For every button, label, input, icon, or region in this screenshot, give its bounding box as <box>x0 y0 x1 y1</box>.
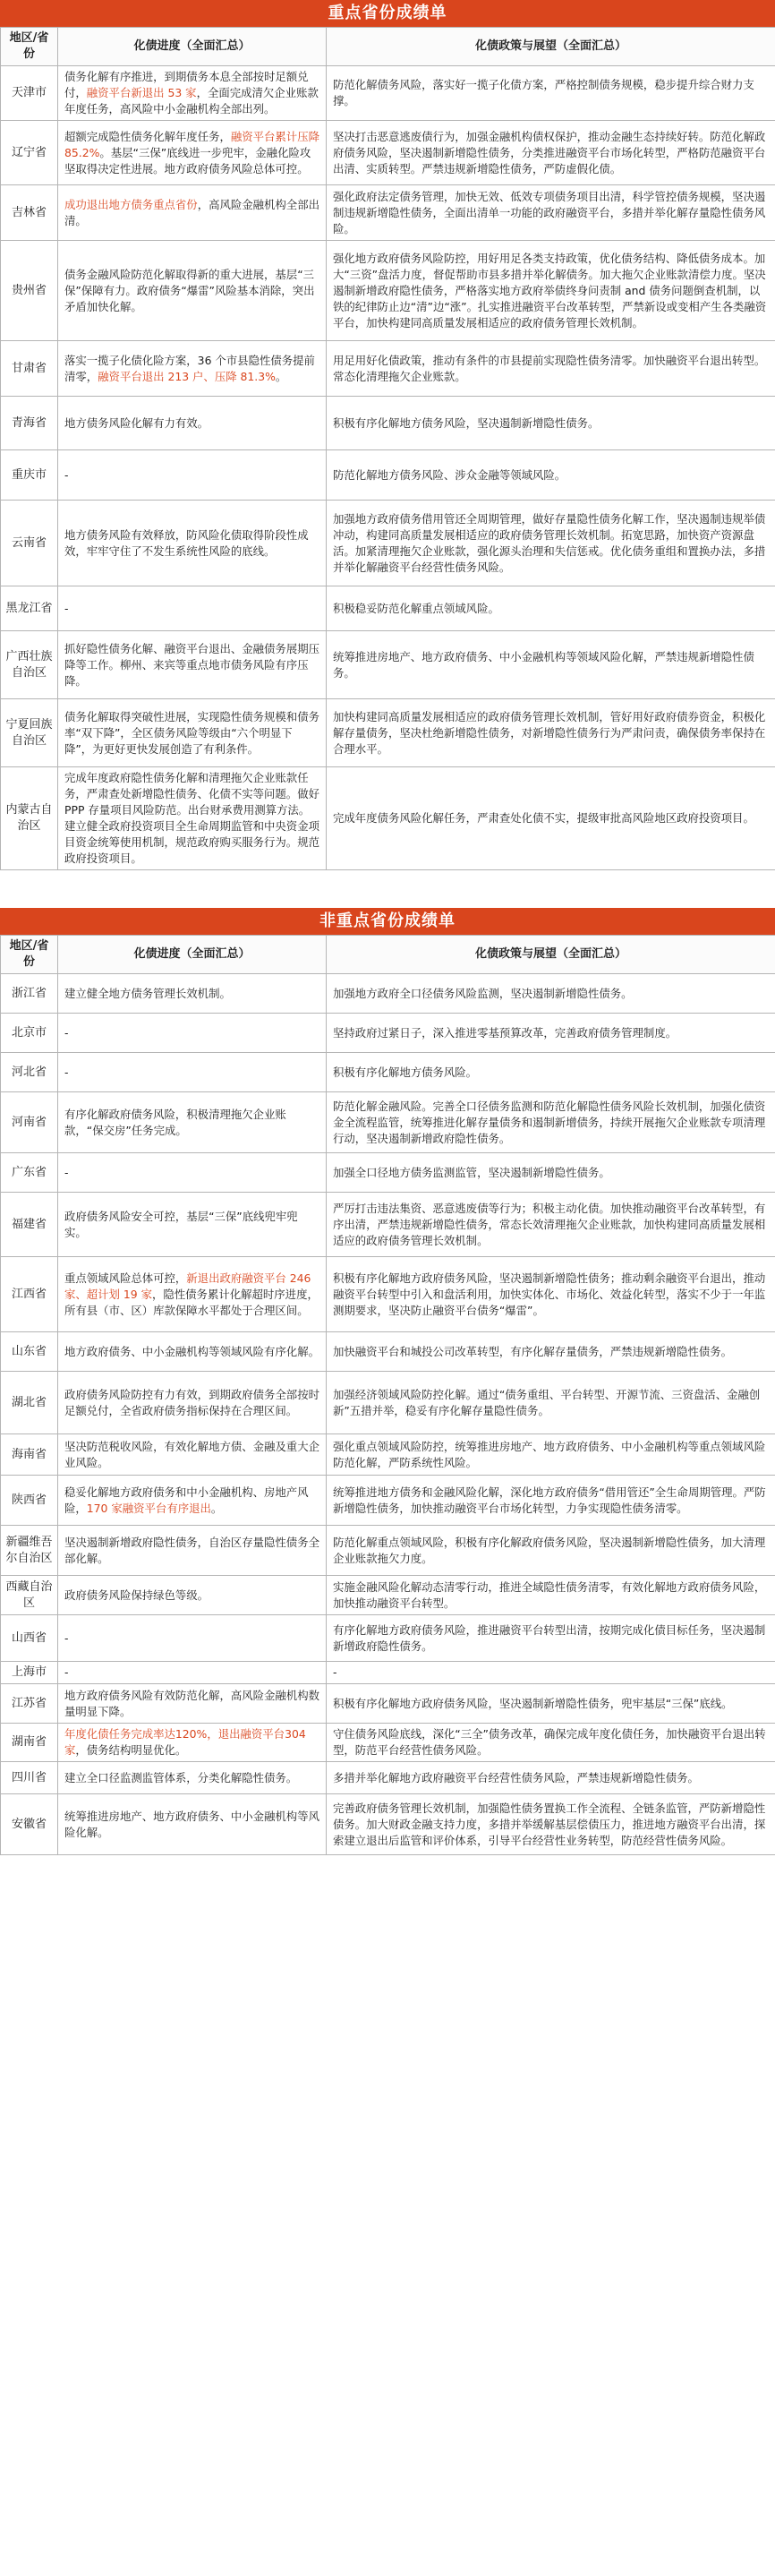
progress-cell <box>58 767 327 870</box>
table-row <box>1 1684 775 1724</box>
table-row <box>1 1014 775 1053</box>
region-cell: 青海省 <box>1 397 58 450</box>
progress-cell <box>58 1476 327 1526</box>
region-cell: 吉林省 <box>1 185 58 241</box>
policy-cell <box>327 767 775 870</box>
cell-text: 有序化解地方政府债务风险，推进融资平台转型出清，按期完成化债目标任务，坚决遏制新增政府隐性债务。 <box>333 1622 766 1653</box>
policy-cell <box>327 1684 775 1724</box>
table-header-row <box>1 936 775 974</box>
policy-cell <box>327 1332 775 1372</box>
policy-cell <box>327 1794 775 1855</box>
progress-cell <box>58 66 327 121</box>
section-gap <box>0 870 775 908</box>
policy-cell <box>327 1153 775 1193</box>
cell-text: ，债务结构明显优化。 <box>75 1743 187 1757</box>
region-cell: 安徽省 <box>1 1794 58 1855</box>
policy-cell <box>327 586 775 631</box>
progress-cell <box>58 397 327 450</box>
region-cell: 云南省 <box>1 501 58 586</box>
policy-cell <box>327 974 775 1014</box>
cell-text: 抓好隐性债务化解、融资平台退出、金融债务展期压降等工作。柳州、来宾等重点地市债务风险有序压降。 <box>64 641 319 688</box>
progress-cell <box>58 1662 327 1684</box>
cell-text: - <box>64 1165 69 1179</box>
cell-text: 防范化解债务风险，落实好一揽子化债方案，严格控制债务规模，稳步提升综合财力支撑。 <box>333 78 754 107</box>
progress-cell <box>58 1257 327 1332</box>
cell-text: 防范化解金融风险。完善全口径债务监测和防范化解隐性债务风险长效机制，加强化债资金全流程监管，统筹推进化解存量债务和遏制新增债务，持续开展拖欠企业账款专项清理行动，坚决遏制新增政府隐性债务。 <box>333 1099 766 1145</box>
table-row <box>1 241 775 341</box>
cell-text: 。 <box>210 1501 223 1515</box>
progress-cell <box>58 974 327 1014</box>
policy-cell <box>327 450 775 501</box>
table-row <box>1 1092 775 1153</box>
cell-text: 统筹推进地方债务和金融风险化解，深化地方政府债务“借用管还”全生命周期管理。严防新增隐性债务，加快推动融资平台市场化转型，力争实现隐性债务清零。 <box>333 1485 766 1515</box>
policy-cell <box>327 1762 775 1794</box>
cell-text: ，全面完成清欠企业账款年度任务，高风险中小金融机构全部出列。 <box>64 86 319 116</box>
cell-text: 积极有序化解地方债务风险，坚决遏制新增隐性债务。 <box>333 415 600 430</box>
progress-cell <box>58 1615 327 1662</box>
table-row <box>1 1794 775 1855</box>
cell-text: 坚决防范税收风险，有效化解地方债、金融及重大企业风险。 <box>64 1439 319 1469</box>
highlighted-text: 170 家融资平台有序退出 <box>86 1501 211 1515</box>
table-row <box>1 699 775 767</box>
column-header-policy: 化债政策与展望（全面汇总） <box>327 936 775 974</box>
policy-cell <box>327 1372 775 1434</box>
table-row <box>1 586 775 631</box>
table-row <box>1 1332 775 1372</box>
cell-text: 强化重点领域风险防控，统筹推进房地产、地方政府债务、中小金融机构等重点领域风险防范化解，严防系统性风险。 <box>333 1439 766 1469</box>
column-header-region: 地区/省份 <box>1 28 58 66</box>
table-row <box>1 1053 775 1092</box>
cell-text: 加强经济领域风险防控化解。通过“债务重组、平台转型、开源节流、三资盘活、金融创新”五措并举，稳妥有序化解存量隐性债务。 <box>333 1387 761 1417</box>
cell-text: - <box>64 1630 69 1645</box>
column-header-region: 地区/省份 <box>1 936 58 974</box>
region-cell: 甘肃省 <box>1 341 58 397</box>
region-cell: 江苏省 <box>1 1684 58 1724</box>
cell-text: 地方政府债务、中小金融机构等领域风险有序化解。 <box>64 1344 319 1358</box>
policy-cell <box>327 1014 775 1053</box>
cell-text: 严厉打击违法集资、恶意逃废债等行为；积极主动化债。加快推动融资平台改革转型，有序出清，严禁违规新增隐性债务，常态长效清理拖欠企业账款，加快构建同高质量发展相适应的政府债务管理长效机制。 <box>333 1201 766 1247</box>
cell-text: 坚决遏制新增政府隐性债务，自治区存量隐性债务全部化解。 <box>64 1535 319 1565</box>
table-row <box>1 1526 775 1576</box>
highlighted-text: 融资平台退出 213 户、压降 81.3% <box>98 369 276 383</box>
table-row <box>1 1576 775 1615</box>
cell-text: 完成年度债务风险化解任务，严肃查处化债不实，提级审批高风险地区政府投资项目。 <box>333 811 754 825</box>
policy-cell <box>327 631 775 699</box>
table-row <box>1 501 775 586</box>
policy-cell <box>327 241 775 341</box>
progress-cell <box>58 1193 327 1257</box>
progress-cell <box>58 341 327 397</box>
cell-text: 实施金融风险化解动态清零行动，推进全域隐性债务清零，有效化解地方政府债务风险，加快推动融资平台转型。 <box>333 1579 766 1610</box>
progress-cell <box>58 1332 327 1372</box>
table-row <box>1 1476 775 1526</box>
progress-cell <box>58 586 327 631</box>
region-cell: 山东省 <box>1 1332 58 1372</box>
cell-text: 坚持政府过紧日子，深入推进零基预算改革，完善政府债务管理制度。 <box>333 1025 677 1040</box>
policy-cell <box>327 121 775 185</box>
cell-text: 落实一揽子化债化险方案，36 个市县隐性债务提前清零， <box>64 353 315 383</box>
policy-cell <box>327 1526 775 1576</box>
cell-text: 地方债务风险化解有力有效。 <box>64 415 209 430</box>
cell-text: 政府债务风险防控有力有效，到期政府债务全部按时足额兑付，全省政府债务指标保持在合理区间。 <box>64 1387 319 1417</box>
cell-text: 建立健全地方债务管理长效机制。 <box>64 986 231 1000</box>
cell-text: 重点领域风险总体可控， <box>64 1271 187 1285</box>
region-cell: 重庆市 <box>1 450 58 501</box>
cell-text: - <box>64 1065 69 1079</box>
cell-text: - <box>64 601 69 615</box>
highlighted-text: 年度化债任务完成率达120%，退出融资平台304家 <box>64 1727 306 1757</box>
highlighted-text: 融资平台新退出 53 家 <box>86 86 197 99</box>
cell-text: 政府债务风险安全可控，基层“三保”底线兜牢兜实。 <box>64 1209 298 1239</box>
policy-cell <box>327 66 775 121</box>
region-cell: 山西省 <box>1 1615 58 1662</box>
cell-text: 。 <box>275 369 287 383</box>
key-provinces-section <box>0 0 775 870</box>
progress-cell <box>58 1014 327 1053</box>
table-row <box>1 1372 775 1434</box>
table-row <box>1 397 775 450</box>
policy-cell <box>327 1615 775 1662</box>
cell-text: 积极有序化解地方债务风险。 <box>333 1065 478 1079</box>
region-cell: 湖北省 <box>1 1372 58 1434</box>
nonkey-provinces-section <box>0 908 775 1855</box>
policy-cell <box>327 501 775 586</box>
region-cell: 宁夏回族自治区 <box>1 699 58 767</box>
progress-cell <box>58 501 327 586</box>
table-row <box>1 1257 775 1332</box>
table-row <box>1 1434 775 1476</box>
region-cell: 浙江省 <box>1 974 58 1014</box>
cell-text: 。基层“三保”底线进一步兜牢，金融化险攻坚取得决定性进展。地方政府债务风险总体可控。 <box>64 145 311 175</box>
table-row <box>1 974 775 1014</box>
table-row <box>1 1615 775 1662</box>
cell-text: 统筹推进房地产、地方政府债务、中小金融机构等领域风险化解，严禁违规新增隐性债务。 <box>333 649 754 680</box>
policy-cell <box>327 1476 775 1526</box>
region-cell: 河北省 <box>1 1053 58 1092</box>
progress-cell <box>58 1526 327 1576</box>
progress-cell <box>58 1434 327 1476</box>
cell-text: 加快融资平台和城投公司改革转型，有序化解存量债务，严禁违规新增隐性债务。 <box>333 1344 733 1358</box>
column-header-policy: 化债政策与展望（全面汇总） <box>327 28 775 66</box>
cell-text: ，高风险金融机构全部出清。 <box>64 197 319 227</box>
progress-cell <box>58 450 327 501</box>
region-cell: 上海市 <box>1 1662 58 1684</box>
cell-text: 防范化解地方债务风险、涉众金融等领域风险。 <box>333 467 566 482</box>
key-provinces-title: 重点省份成绩单 <box>0 0 775 27</box>
policy-cell <box>327 1576 775 1615</box>
region-cell: 新疆维吾尔自治区 <box>1 1526 58 1576</box>
table-row <box>1 1724 775 1762</box>
progress-cell <box>58 1092 327 1153</box>
cell-text: 积极稳妥防范化解重点领域风险。 <box>333 601 499 615</box>
policy-cell <box>327 1724 775 1762</box>
table-row <box>1 1662 775 1684</box>
cell-text: ，隐性债务累计化解超时序进度，所有县（市、区）库款保障水平都处于合理区间。 <box>64 1287 319 1317</box>
key-table-body <box>1 66 775 870</box>
cell-text: 超额完成隐性债务化解年度任务， <box>64 129 231 143</box>
cell-text: 强化政府法定债务管理，加快无效、低效专项债务项目出清，科学管控债务规模，坚决遏制违规新增隐性债务，全面出清单一功能的政府融资平台，多措并举化解存量隐性债务风险。 <box>333 189 766 235</box>
policy-cell <box>327 1053 775 1092</box>
cell-text: 完善政府债务管理长效机制，加强隐性债务置换工作全流程、全链条监管，严防新增隐性债务。加大财政金融支持力度，多措并举缓解基层偿债压力，推进地方融资平台出清，探索建立退出后监管和评价体系，引导平台经营性业务转型，防范经营性债务风险。 <box>333 1801 766 1847</box>
progress-cell <box>58 1684 327 1724</box>
cell-text: 加强地方政府债务借用管还全周期管理，做好存量隐性债务化解工作，坚决遏制违规举债冲动，构建同高质量发展相适应的政府债务管理长效机制。拓宽思路，加快资产资源盘活。加紧清理拖欠企业账款，强化源头治理和失信惩戒。优化债务重组和置换办法，多措并举化解融资平台经营性债务风险。 <box>333 511 766 574</box>
policy-cell <box>327 397 775 450</box>
cell-text: 完成年度政府隐性债务化解和清理拖欠企业账款任务，严肃查处新增隐性债务、化债不实等问题。做好 PPP 存量项目风险防范。出台财承费用测算方法。建立健全政府投资项目全生命周期监管和中央资金项目资金统筹使用机制，规范政府购买服务行为。规范政府投资项目。 <box>64 771 319 865</box>
cell-text: 加强全口径地方债务监测监管，坚决遏制新增隐性债务。 <box>333 1165 610 1179</box>
progress-cell <box>58 1794 327 1855</box>
table-row <box>1 341 775 397</box>
cell-text: 积极有序化解地方政府债务风险，坚决遏制新增隐性债务；推动剩余融资平台退出，推动融资平台转型中引入和盘活利用，加快实体化、市场化、效益化转型，落实不少于一年监测期要求，坚决防止融资平台债务“爆雷”。 <box>333 1271 766 1317</box>
policy-cell <box>327 1434 775 1476</box>
highlighted-text: 新退出政府融资平台 246 家、超计划 19 家 <box>64 1271 311 1301</box>
cell-text: 积极有序化解地方政府债务风险，坚决遏制新增隐性债务，兜牢基层“三保”底线。 <box>333 1696 733 1710</box>
cell-text: - <box>64 1025 69 1040</box>
cell-text: 债务化解有序推进，到期债务本息全部按时足额兑付， <box>64 70 309 99</box>
region-cell: 四川省 <box>1 1762 58 1794</box>
region-cell: 江西省 <box>1 1257 58 1332</box>
progress-cell <box>58 1053 327 1092</box>
cell-text: 有序化解政府债务风险，积极清理拖欠企业账款，“保交房”任务完成。 <box>64 1107 286 1137</box>
cell-text: 地方政府债务风险有效防范化解，高风险金融机构数量明显下降。 <box>64 1688 319 1718</box>
policy-cell <box>327 1092 775 1153</box>
cell-text: 强化地方政府债务风险防控，用好用足各类支持政策，优化债务结构、降低债务成本。加大“三资”盘活力度，督促帮助市县多措并举化解债务。加大拖欠企业账款清偿力度。坚决遏制新增政府隐性债务，严格落实地方政府举债终身问责制 and 债务问题倒查机制，以铁的纪律防止边“清”边“涨”。扎实推进融资平台改革转型，严禁新设或变相产生各类融资平台，加快构建同高质量发展相适应的政府债务管理长效机制。 <box>333 251 767 329</box>
policy-cell <box>327 341 775 397</box>
cell-text: - <box>64 1665 69 1679</box>
region-cell: 福建省 <box>1 1193 58 1257</box>
cell-text: - <box>64 467 69 482</box>
table-row <box>1 185 775 241</box>
column-header-progress: 化债进度（全面汇总） <box>58 28 327 66</box>
cell-text: 政府债务风险保持绿色等级。 <box>64 1588 209 1602</box>
progress-cell <box>58 631 327 699</box>
key-provinces-table <box>0 27 775 870</box>
policy-cell <box>327 185 775 241</box>
cell-text: 坚决打击恶意逃废债行为，加强金融机构债权保护，推动金融生态持续好转。防范化解政府债务风险，坚决遏制新增隐性债务，分类推进融资平台市场化转型，严格防范融资平台出清、实质转型。严禁违规新增隐性债务，严防虚假化债。 <box>333 129 766 175</box>
highlighted-text: 融资平台累计压降 85.2% <box>64 129 319 159</box>
policy-cell <box>327 1662 775 1684</box>
nonkey-provinces-title: 非重点省份成绩单 <box>0 908 775 935</box>
table-header-row <box>1 28 775 66</box>
progress-cell <box>58 1724 327 1762</box>
cell-text: 债务化解取得突破性进展，实现隐性债务规模和债务率“双下降”，全区债务风险等级由“六个明显下降”，为更好更快发展创造了有利条件。 <box>64 709 319 756</box>
table-row <box>1 450 775 501</box>
progress-cell <box>58 121 327 185</box>
region-cell: 河南省 <box>1 1092 58 1153</box>
progress-cell <box>58 1762 327 1794</box>
cell-text: 加强地方政府全口径债务风险监测，坚决遏制新增隐性债务。 <box>333 986 633 1000</box>
progress-cell <box>58 1576 327 1615</box>
cell-text: 加快构建同高质量发展相适应的政府债务管理长效机制，管好用好政府债券资金，积极化解存量债务，坚决杜绝新增隐性债务，对新增隐性债务行为严肃问责，确保债务率保持在合理水平。 <box>333 709 766 756</box>
table-row <box>1 1762 775 1794</box>
cell-text: - <box>333 1665 337 1679</box>
region-cell: 广西壮族自治区 <box>1 631 58 699</box>
policy-cell <box>327 1257 775 1332</box>
table-row <box>1 66 775 121</box>
progress-cell <box>58 241 327 341</box>
region-cell: 海南省 <box>1 1434 58 1476</box>
nonkey-table-body <box>1 974 775 1855</box>
progress-cell <box>58 185 327 241</box>
progress-cell <box>58 1372 327 1434</box>
region-cell: 天津市 <box>1 66 58 121</box>
region-cell: 西藏自治区 <box>1 1576 58 1615</box>
region-cell: 广东省 <box>1 1153 58 1193</box>
cell-text: 建立全口径监测监管体系，分类化解隐性债务。 <box>64 1770 298 1784</box>
cell-text: 地方债务风险有效释放，防风险化债取得阶段性成效，牢牢守住了不发生系统性风险的底线。 <box>64 527 309 558</box>
nonkey-provinces-table <box>0 935 775 1855</box>
cell-text: 多措并举化解地方政府融资平台经营性债务风险，严禁违规新增隐性债务。 <box>333 1770 699 1784</box>
region-cell: 辽宁省 <box>1 121 58 185</box>
progress-cell <box>58 1153 327 1193</box>
cell-text: 防范化解重点领域风险，积极有序化解政府债务风险，坚决遏制新增隐性债务，加大清理企业账款拖欠力度。 <box>333 1535 766 1565</box>
cell-text: 守住债务风险底线，深化“三全”债务改革，确保完成年度化债任务，加快融资平台退出转型，防范平台经营性债务风险。 <box>333 1727 766 1757</box>
cell-text: 用足用好化债政策，推动有条件的市县提前实现隐性债务清零。加快融资平台退出转型。常态化清理拖欠企业账款。 <box>333 353 766 383</box>
region-cell: 北京市 <box>1 1014 58 1053</box>
table-row <box>1 1153 775 1193</box>
table-row <box>1 121 775 185</box>
cell-text: 稳妥化解地方政府债务和中小金融机构、房地产风险， <box>64 1485 309 1515</box>
cell-text: 统筹推进房地产、地方政府债务、中小金融机构等风险化解。 <box>64 1809 319 1839</box>
column-header-progress: 化债进度（全面汇总） <box>58 936 327 974</box>
table-row <box>1 1193 775 1257</box>
region-cell: 黑龙江省 <box>1 586 58 631</box>
region-cell: 贵州省 <box>1 241 58 341</box>
table-row <box>1 631 775 699</box>
policy-cell <box>327 699 775 767</box>
region-cell: 内蒙古自治区 <box>1 767 58 870</box>
region-cell: 湖南省 <box>1 1724 58 1762</box>
policy-cell <box>327 1193 775 1257</box>
table-row <box>1 767 775 870</box>
highlighted-text: 成功退出地方债务重点省份 <box>64 197 198 211</box>
region-cell: 陕西省 <box>1 1476 58 1526</box>
cell-text: 债务金融风险防范化解取得新的重大进展，基层“三保”保障有力。政府债务“爆雷”风险基本消除，突出矛盾加快化解。 <box>64 267 315 313</box>
progress-cell <box>58 699 327 767</box>
